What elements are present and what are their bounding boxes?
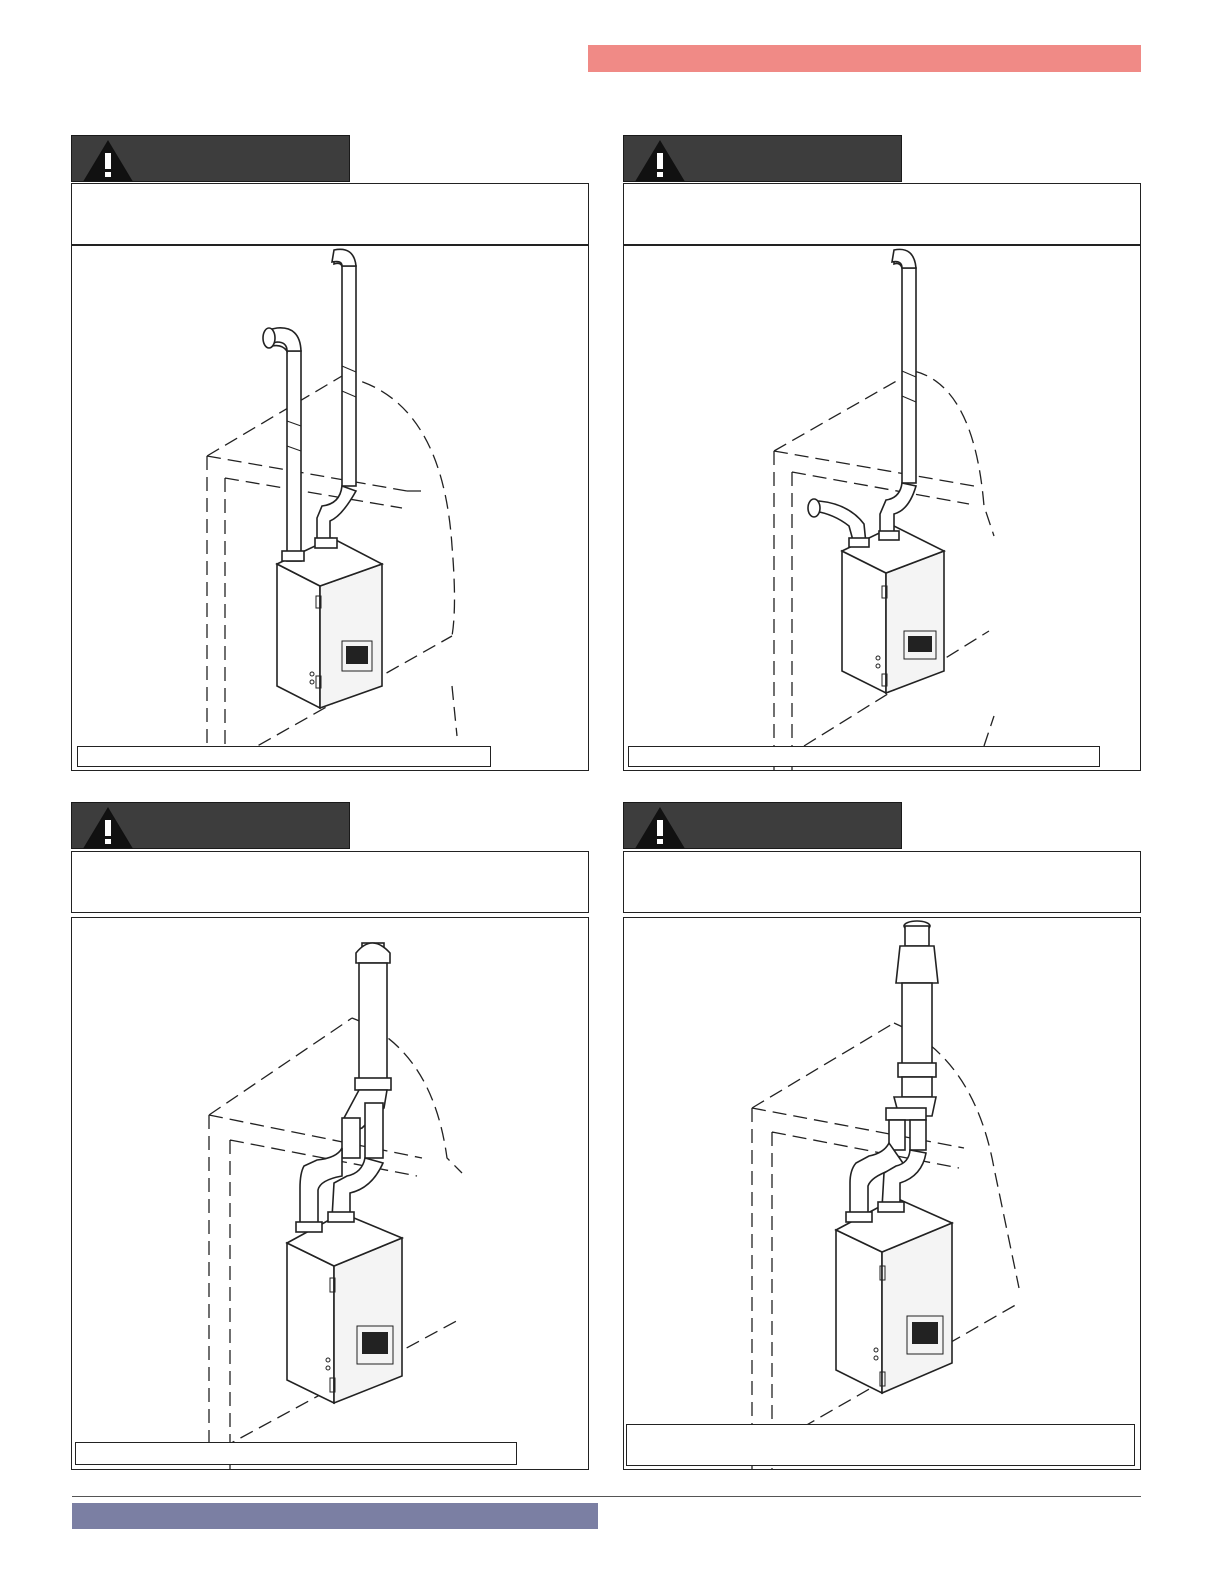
- figure-1: [71, 245, 589, 771]
- warning-triangle-icon: [634, 139, 686, 183]
- boiler-vertical-side-diagram: [624, 246, 1141, 771]
- warning-triangle-icon: [634, 806, 686, 850]
- warning-triangle-icon: [82, 139, 134, 183]
- figure-4: [623, 917, 1141, 1470]
- figure-caption-2: [628, 746, 1100, 767]
- boiler-concentric-adapter-diagram: [624, 918, 1141, 1470]
- figure-3: [71, 917, 589, 1470]
- figure-2: [623, 245, 1141, 771]
- warning-body-1: [71, 183, 589, 245]
- warning-tab-2: [623, 135, 902, 182]
- boiler-two-pipe-diagram: [72, 246, 589, 771]
- warning-body-4: [623, 851, 1141, 913]
- figure-caption-1: [77, 746, 491, 767]
- figure-caption-3: [75, 1442, 517, 1465]
- warning-tab-1: [71, 135, 350, 182]
- warning-body-2: [623, 183, 1141, 245]
- footer-bar: [72, 1503, 598, 1529]
- warning-tab-3: [71, 802, 350, 849]
- warning-triangle-icon: [82, 806, 134, 850]
- header-bar: [588, 45, 1141, 72]
- warning-body-3: [71, 851, 589, 913]
- footer-rule: [72, 1496, 1141, 1497]
- warning-tab-4: [623, 802, 902, 849]
- figure-caption-4: [626, 1424, 1135, 1466]
- boiler-concentric-vent-diagram: [72, 918, 589, 1470]
